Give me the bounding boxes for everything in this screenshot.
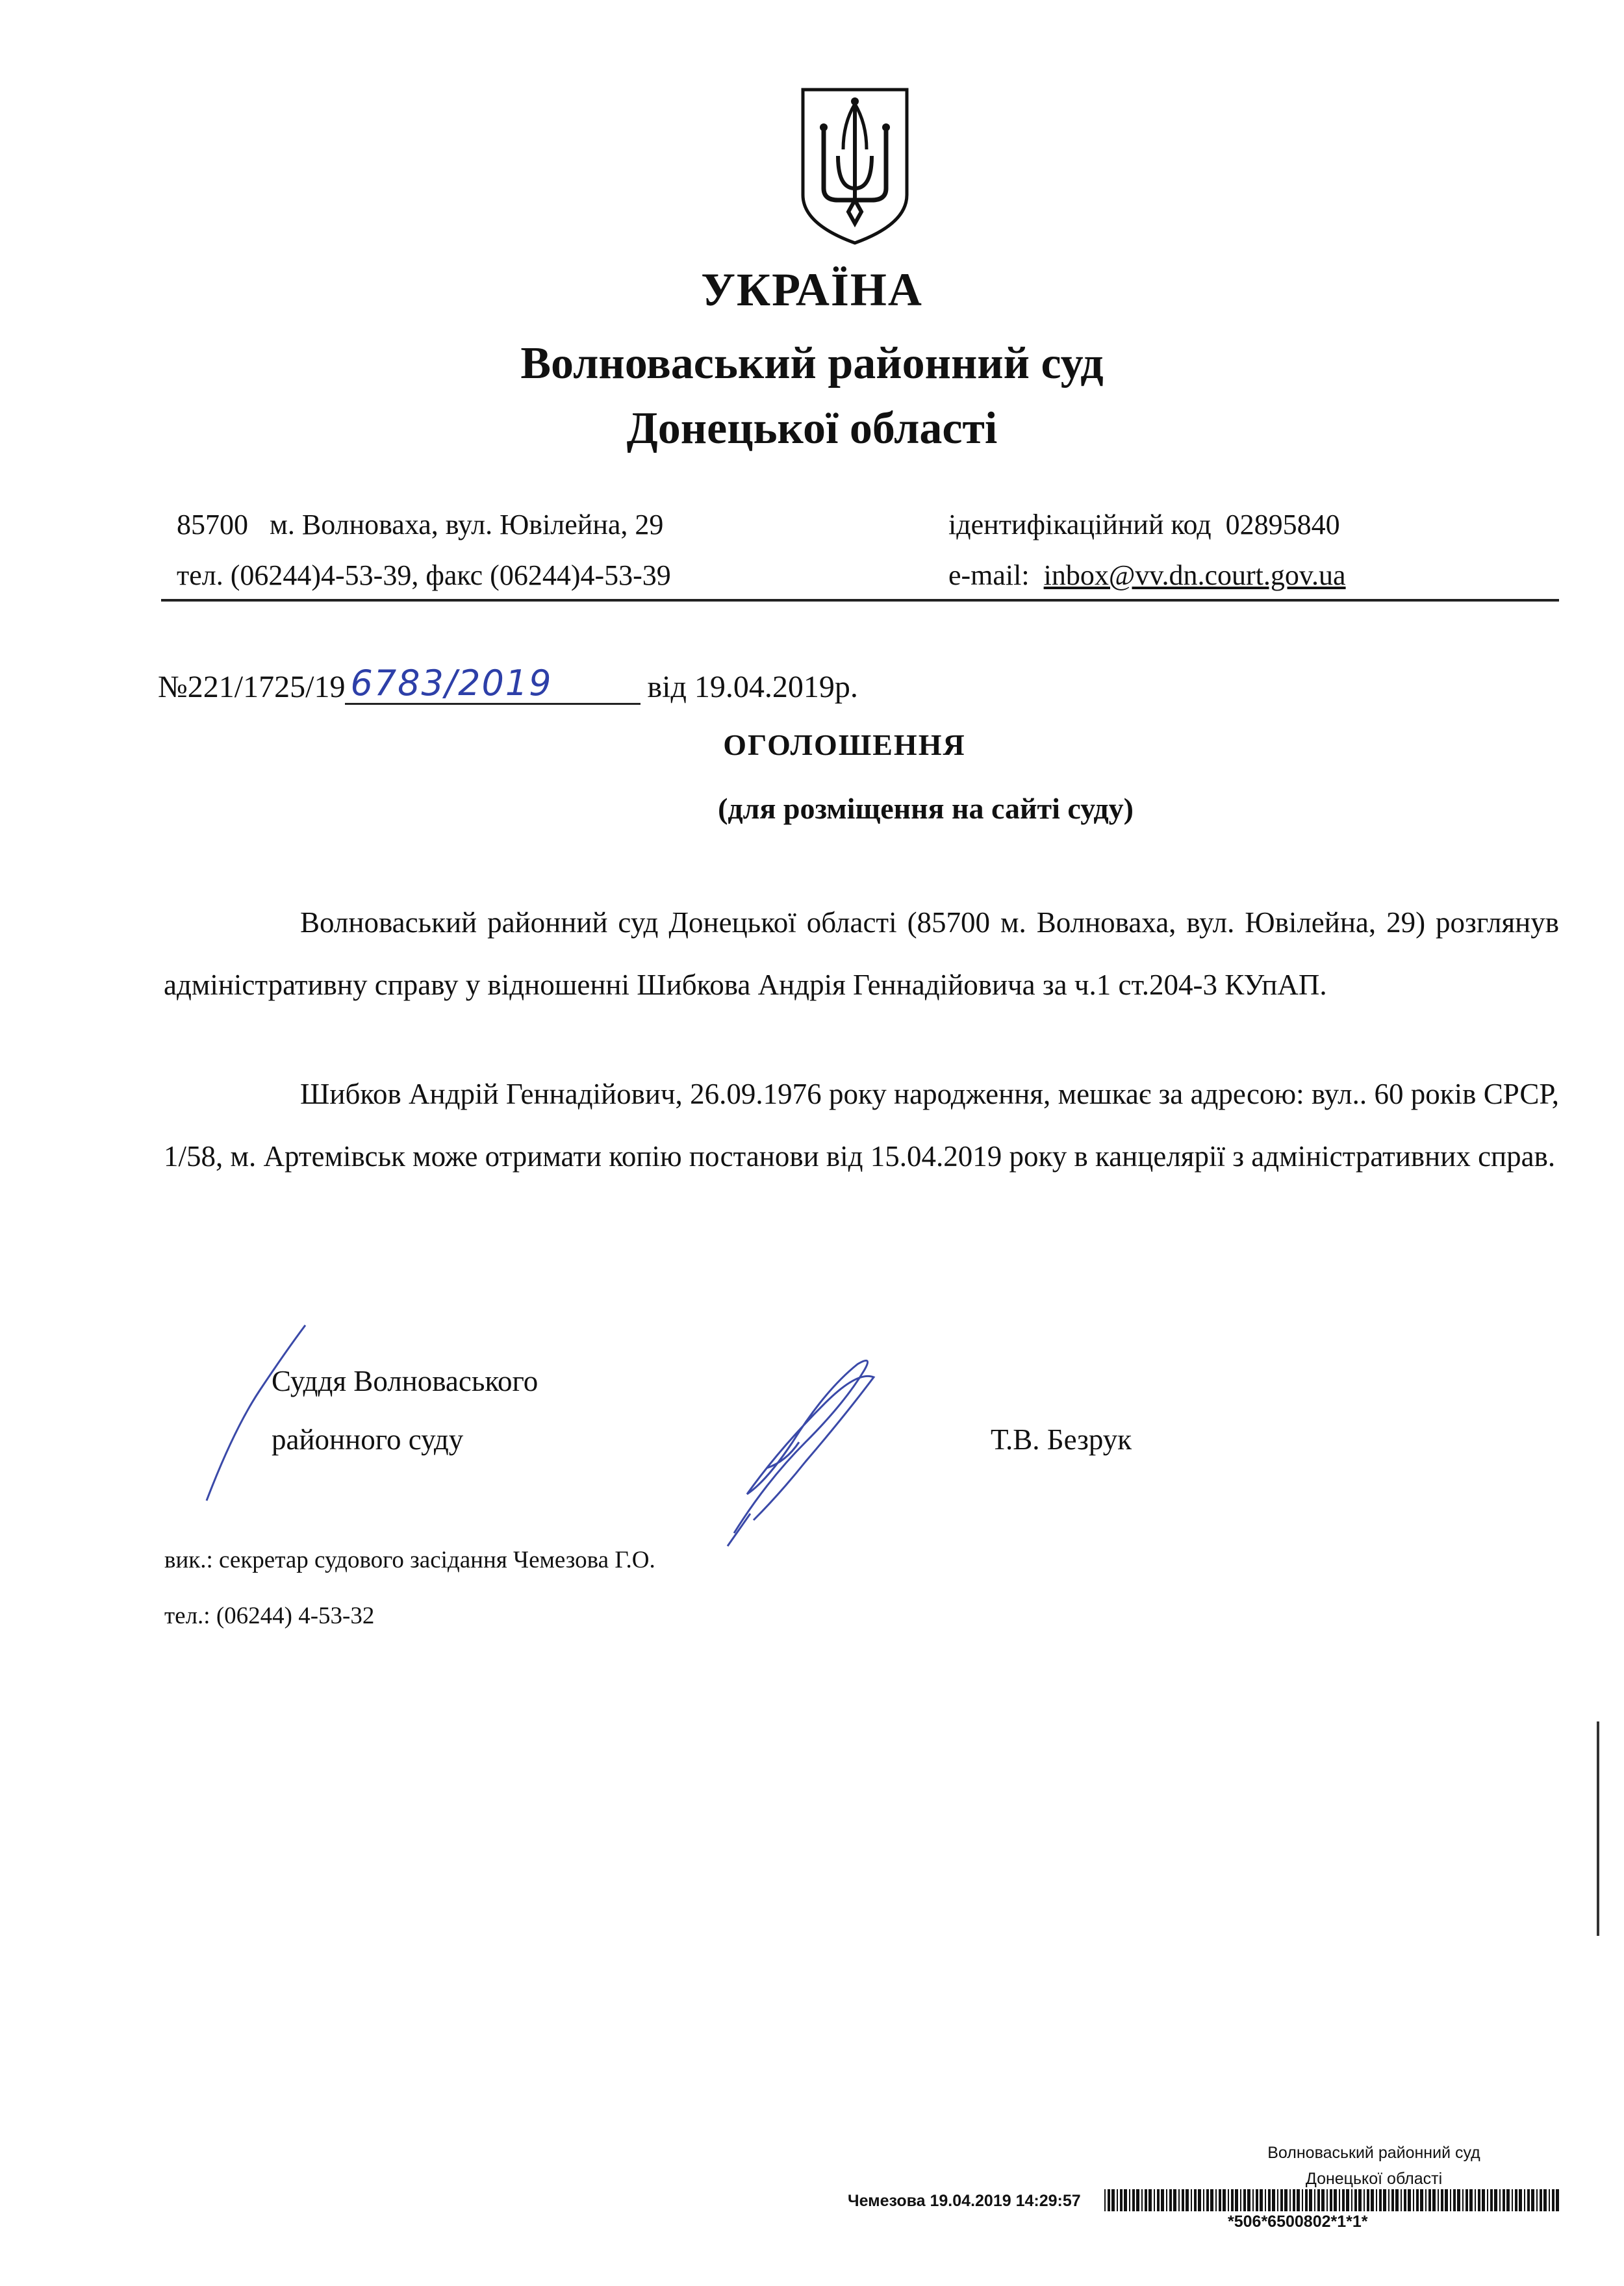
barcode-bar (1317, 2189, 1320, 2211)
court-region: Донецької області (626, 403, 998, 453)
barcode-bar (1277, 2189, 1278, 2211)
barcode-bar (1129, 2189, 1130, 2211)
barcode-bar (1235, 2189, 1238, 2211)
barcode-bar (1465, 2189, 1468, 2211)
document-subtitle: (для розміщення на сайті суду) (718, 792, 1134, 825)
barcode-bar (1367, 2189, 1369, 2211)
barcode-bar (1169, 2189, 1172, 2211)
barcode-bar (1210, 2189, 1213, 2211)
barcode-bar (1503, 2189, 1505, 2211)
barcode-bar (1223, 2189, 1226, 2211)
barcode-bar (1441, 2189, 1443, 2211)
barcode-bar (1305, 2189, 1308, 2211)
barcode-bar (1543, 2189, 1547, 2211)
barcode-bar (1425, 2189, 1427, 2211)
email-label: e-mail: (948, 559, 1044, 591)
barcode-bar (1182, 2189, 1184, 2211)
barcode-bar (1515, 2189, 1517, 2211)
barcode-bar (1416, 2189, 1419, 2211)
barcode-bar (1499, 2189, 1501, 2211)
barcode-bar (1111, 2189, 1115, 2211)
barcode-bar (1379, 2189, 1382, 2211)
barcode-bar (1487, 2189, 1488, 2211)
barcode-bar (1243, 2189, 1246, 2211)
barcode-bar (1191, 2189, 1192, 2211)
barcode-bar (1219, 2189, 1221, 2211)
barcode-bar (1395, 2189, 1399, 2211)
barcode-bar (1280, 2189, 1283, 2211)
country-title: УКРАЇНА (701, 264, 923, 316)
barcode-bar (1206, 2189, 1209, 2211)
court-address: 85700 м. Волноваха, вул. Ювілейна, 29 (177, 509, 664, 540)
barcode-bar (1161, 2189, 1164, 2211)
barcode-bar (1512, 2189, 1513, 2211)
barcode-bar (1268, 2189, 1271, 2211)
barcode-bar (1351, 2189, 1352, 2211)
barcode-bar (1358, 2189, 1362, 2211)
executor-phone: тел.: (06244) 4-53-32 (164, 1603, 375, 1629)
barcode-bar (1450, 2189, 1451, 2211)
document-title: ОГОЛОШЕННЯ (723, 728, 966, 761)
barcode-bar (1260, 2189, 1263, 2211)
barcode-bar (1117, 2189, 1118, 2211)
barcode-bar (1342, 2189, 1345, 2211)
barcode-bar (1549, 2189, 1550, 2211)
barcode-bar (1383, 2189, 1386, 2211)
barcode-bar (1432, 2189, 1436, 2211)
barcode-bar (1401, 2189, 1402, 2211)
barcode-bar (1354, 2189, 1357, 2211)
stamp-court-region: Донецької області (1305, 2170, 1443, 2188)
handwritten-number-field (345, 663, 641, 705)
barcode-bar (1330, 2189, 1332, 2211)
barcode-bar (1293, 2189, 1295, 2211)
barcode-bar (1490, 2189, 1493, 2211)
barcode-bar (1136, 2189, 1139, 2211)
barcode-bar (1178, 2189, 1180, 2211)
barcode-bar (1376, 2189, 1377, 2211)
barcode-bar (1482, 2189, 1485, 2211)
barcode-bar (1124, 2189, 1127, 2211)
barcode-bar (1453, 2189, 1456, 2211)
barcode-bar (1556, 2189, 1559, 2211)
barcode-bar (1215, 2189, 1217, 2211)
executor-line: вик.: секретар судового засідання Чемезова Г.О. (164, 1547, 655, 1573)
barcode-bar (1540, 2189, 1542, 2211)
barcode-bar (1203, 2189, 1204, 2211)
header-divider (161, 599, 1559, 602)
barcode-bar (1478, 2189, 1480, 2211)
barcode-bar (1247, 2189, 1250, 2211)
barcode-bar (1173, 2189, 1176, 2211)
barcode-bar (1157, 2189, 1160, 2211)
barcode-bar (1145, 2189, 1147, 2211)
barcode-bar (1408, 2189, 1411, 2211)
judge-name: Т.В. Безрук (991, 1423, 1132, 1456)
barcode-bar (1132, 2189, 1135, 2211)
barcode-bar (1194, 2189, 1197, 2211)
barcode-bar (1302, 2189, 1303, 2211)
barcode-bar (1148, 2189, 1152, 2211)
barcode-bar (1404, 2189, 1406, 2211)
barcode-bar (1284, 2189, 1288, 2211)
barcode-bar (1104, 2189, 1106, 2211)
reference-line (158, 663, 858, 705)
barcode-bar (1231, 2189, 1234, 2211)
barcode-bar (1445, 2189, 1448, 2211)
barcode-bar (1462, 2189, 1464, 2211)
barcode-bar (1457, 2189, 1460, 2211)
barcode-bar (1297, 2189, 1300, 2211)
barcode-bar (1519, 2189, 1522, 2211)
barcode-bar (1469, 2189, 1473, 2211)
barcode-bar (1420, 2189, 1423, 2211)
barcode-bar (1438, 2189, 1439, 2211)
barcode-bar (1252, 2189, 1254, 2211)
body-paragraph-2: Шибков Андрій Геннадійович, 26.09.1976 року народження, мешкає за адресою: вул.. 60 років СРСР, 1/58, м. Артемівськ може отримати копію постанови від 15.04.2019 року в канцелярії з адміністративних справ. (164, 1078, 1559, 1173)
barcode-bar (1228, 2189, 1229, 2211)
trident-coat-of-arms-icon (798, 84, 912, 247)
body-paragraph-1: Волноваський районний суд Донецької області (85700 м. Волноваха, вул. Ювілейна, 29) розглянув адміністративну справу у відношенні Шибкова Андрія Геннадійовича за ч.1 ст.204-3 КУпАП. (164, 906, 1559, 1001)
barcode-bar (1108, 2189, 1110, 2211)
signature-title-line-1: Суддя Волноваського (272, 1365, 539, 1397)
reference-date: від 19.04.2019р. (647, 670, 858, 704)
reference-number: №221/1725/19 (158, 670, 346, 704)
court-name: Волноваський районний суд (520, 338, 1104, 388)
barcode-bar (1552, 2189, 1554, 2211)
barcode-bar (1154, 2189, 1155, 2211)
barcode-bar (1391, 2189, 1394, 2211)
scan-edge-mark (1597, 1721, 1599, 1936)
barcode-bar (1120, 2189, 1123, 2211)
barcode-bar (1339, 2189, 1340, 2211)
barcode-bar (1314, 2189, 1315, 2211)
barcode-bar (1475, 2189, 1476, 2211)
barcode-bar (1506, 2189, 1510, 2211)
barcode-bar (1494, 2189, 1497, 2211)
barcode-bar (1364, 2189, 1365, 2211)
barcode-bar (1326, 2189, 1328, 2211)
barcode-bar (1265, 2189, 1266, 2211)
barcode-bar (1198, 2189, 1201, 2211)
stamp-barcode-code: *506*6500802*1*1* (1228, 2213, 1368, 2231)
barcode-bar (1166, 2189, 1167, 2211)
barcode-bar (1289, 2189, 1291, 2211)
barcode-bar (1334, 2189, 1337, 2211)
barcode-bar (1309, 2189, 1312, 2211)
barcode-bar (1256, 2189, 1258, 2211)
barcode-bar (1346, 2189, 1349, 2211)
signature-title-line-2: районного суду (272, 1423, 464, 1456)
barcode-bar (1428, 2189, 1431, 2211)
barcode-bar (1527, 2189, 1530, 2211)
barcode-bar (1321, 2189, 1325, 2211)
court-phone-fax: тел. (06244)4-53-39, факс (06244)4-53-39 (177, 559, 671, 591)
stamp-court-name: Волноваський районний суд (1267, 2144, 1480, 2162)
barcode-bar (1272, 2189, 1275, 2211)
email-link[interactable]: inbox@vv.dn.court.gov.ua (1043, 559, 1346, 591)
court-email-line (948, 559, 1346, 592)
barcode (1104, 2189, 1559, 2211)
stamp-datetime: Чемезова 19.04.2019 14:29:57 (848, 2192, 1081, 2210)
barcode-bar (1413, 2189, 1414, 2211)
court-id-code: ідентифікаційний код 02895840 (948, 509, 1340, 540)
barcode-bar (1371, 2189, 1374, 2211)
barcode-bar (1141, 2189, 1143, 2211)
barcode-bar (1186, 2189, 1189, 2211)
handwritten-number: 6783/2019 (350, 663, 553, 704)
barcode-bar (1388, 2189, 1389, 2211)
barcode-bar (1536, 2189, 1538, 2211)
barcode-bar (1240, 2189, 1241, 2211)
barcode-bar (1524, 2189, 1525, 2211)
barcode-bar (1531, 2189, 1534, 2211)
